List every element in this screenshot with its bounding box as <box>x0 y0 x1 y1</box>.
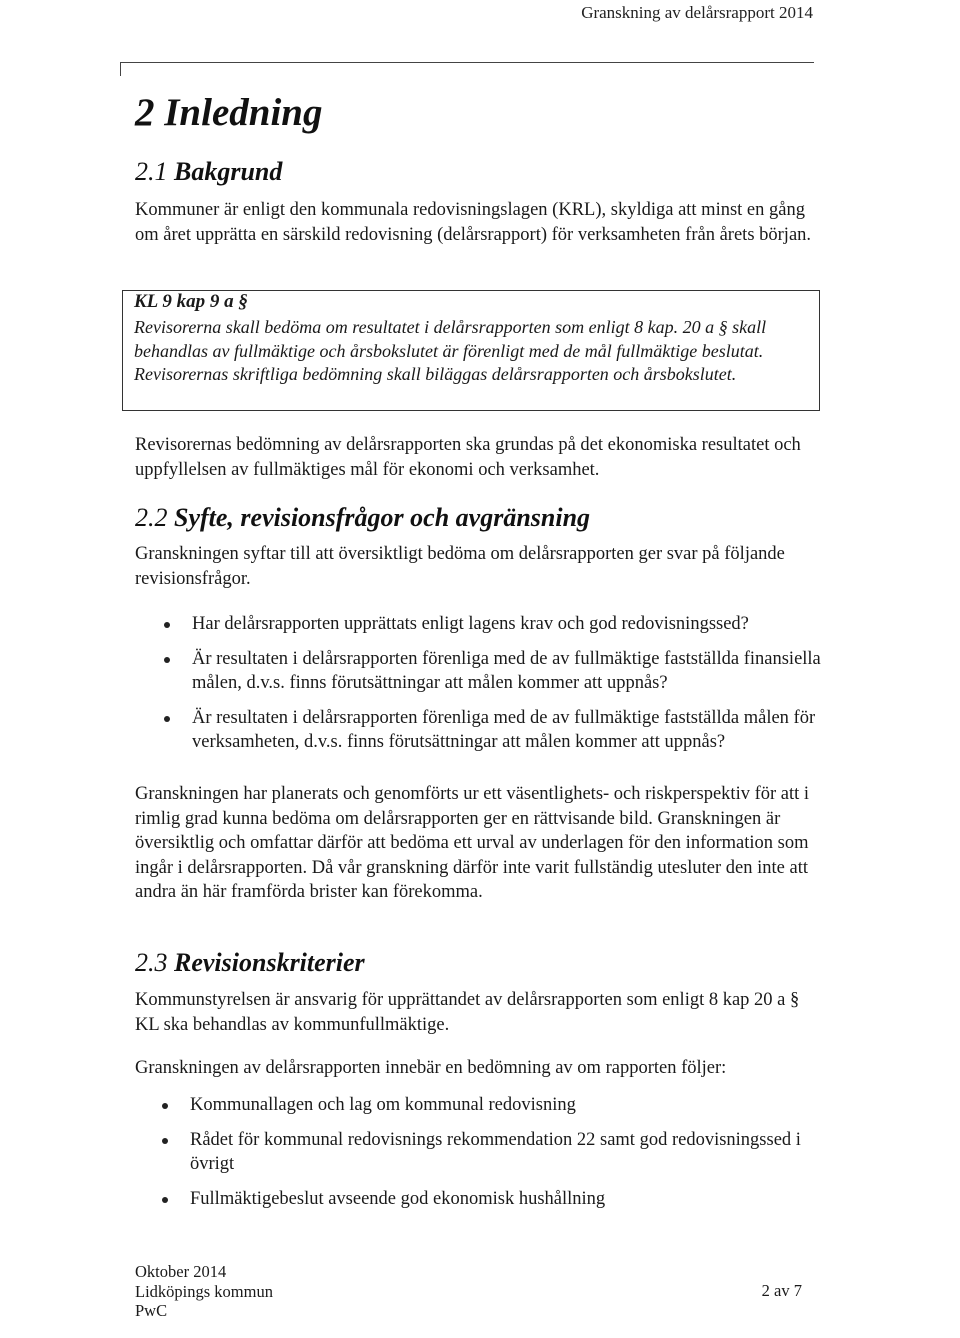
footer-date: Oktober 2014 <box>135 1262 227 1281</box>
bullet-icon <box>162 1103 168 1109</box>
list-item: Kommunallagen och lag om kommunal redovisning <box>190 1093 810 1118</box>
purpose-paragraph: Granskningen syftar till att översiktligt bedöma om delårsrapporten ger svar på följande revisionsfrågor. <box>135 544 785 589</box>
section-2-3-number: 2.3 <box>135 948 168 977</box>
section-2-1-heading <box>135 157 282 187</box>
section-2-1-number: 2.1 <box>135 157 168 186</box>
bullet-icon <box>164 622 170 628</box>
bullet-icon <box>164 716 170 722</box>
list-item: Rådet för kommunal redovisnings rekommendation 22 samt god redovisningssed i övrigt <box>190 1128 810 1177</box>
bullet-icon <box>164 657 170 663</box>
chapter-title: 2 Inledning <box>135 91 323 134</box>
list-item: Är resultaten i delårsrapporten förenliga med de av fullmäktige fastställda finansiella målen, d.v.s. finns förutsättningar att målen kommer att uppnås? <box>192 647 822 696</box>
section-2-2-title: Syfte, revisionsfrågor och avgränsning <box>174 503 591 532</box>
revision-questions-list <box>192 612 822 755</box>
section-2-2-number: 2.2 <box>135 503 168 532</box>
header-rule-tick <box>120 62 121 76</box>
law-reference: KL 9 kap 9 a § <box>134 291 248 312</box>
law-quote-text: Revisorerna skall bedöma om resultatet i delårsrapporten som enligt 8 kap. 20 a § skall behandlas av fullmäktige och årsbokslutet är förenligt med de mål fullmäktige beslutat. Revisorernas skriftliga bedömning skall biläggas delårsrapporten och årsbokslutet. <box>134 317 767 384</box>
list-item: Är resultaten i delårsrapporten förenliga med de av fullmäktige fastställda målen för verksamheten, d.v.s. finns förutsättningar att målen kommer att uppnås? <box>192 706 822 755</box>
header-rule <box>120 62 814 63</box>
list-item: Har delårsrapporten upprättats enligt lagens krav och god redovisningssed? <box>192 612 822 637</box>
section-2-3-heading <box>135 948 365 978</box>
list-item: Fullmäktigebeslut avseende god ekonomisk hushållning <box>190 1187 810 1212</box>
page-number: 2 av 7 <box>761 1281 802 1300</box>
assessment-paragraph: Revisorernas bedömning av delårsrapporten ska grundas på det ekonomiska resultatet och uppfyllelsen av fullmäktiges mål för ekonomi och verksamhet. <box>135 435 801 480</box>
criteria-lead-paragraph: Granskningen av delårsrapporten innebär en bedömning av om rapporten följer: <box>135 1058 727 1078</box>
section-2-3-title: Revisionskriterier <box>174 948 365 977</box>
section-2-1-title: Bakgrund <box>174 157 283 186</box>
responsibility-paragraph: Kommunstyrelsen är ansvarig för upprättandet av delårsrapporten som enligt 8 kap 20 a § KL ska behandlas av kommunfullmäktige. <box>135 990 800 1035</box>
footer-municipality: Lidköpings kommun <box>135 1281 273 1301</box>
bullet-icon <box>162 1138 168 1144</box>
scope-paragraph: Granskningen har planerats och genomförts ur ett väsentlighets- och riskperspektiv för att i rimlig grad kunna bedöma om delårsrapporten ger en rättvisande bild. Granskningen är översiktlig och omfattar därför att bedöma ett urval av underlagen för den information som ingår i delårsrapporten. Då vår granskning därför inte varit fullständig utesluter den inte att andra än här framförda brister kan förekomma. <box>135 784 810 902</box>
footer-info <box>135 1262 273 1321</box>
running-header: Granskning av delårsrapport 2014 <box>581 3 813 22</box>
background-paragraph: Kommuner är enligt den kommunala redovisningslagen (KRL), skyldiga att minst en gång om året upprätta en särskild redovisning (delårsrapport) för verksamheten från årets början. <box>135 200 812 245</box>
footer-firm: PwC <box>135 1301 168 1320</box>
section-2-2-heading <box>135 503 590 533</box>
bullet-icon <box>162 1197 168 1203</box>
revision-criteria-list <box>190 1093 810 1211</box>
